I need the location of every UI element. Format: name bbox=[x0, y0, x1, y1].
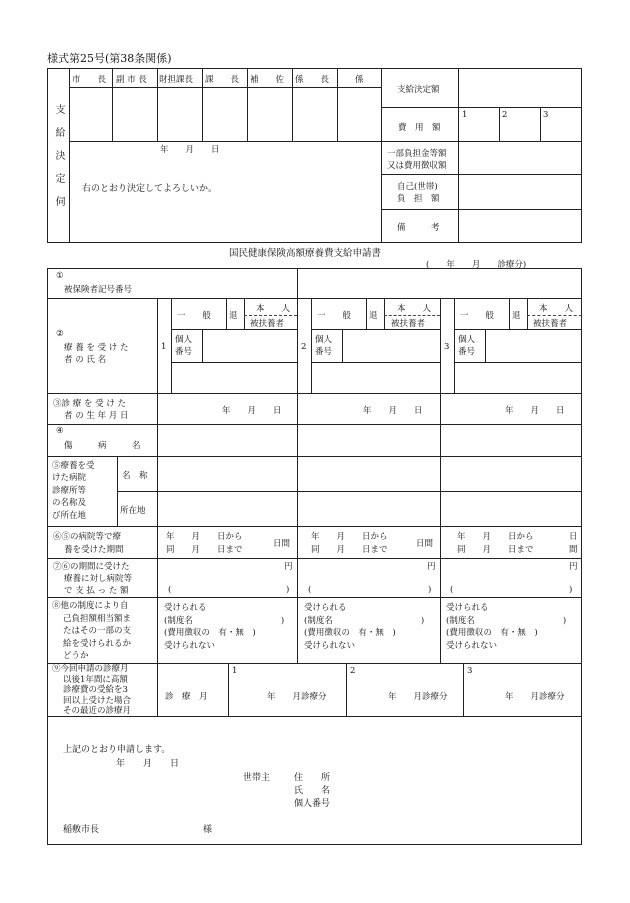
personal-number-label: 個人番号 bbox=[294, 799, 331, 809]
hospital-address-label: 所在地 bbox=[120, 506, 146, 516]
apply-statement: 上記のとおり申請します。 bbox=[63, 745, 171, 755]
remarks-label: 備 考 bbox=[397, 223, 440, 233]
paid-3-close: ) bbox=[569, 585, 573, 595]
hospital-name-label: 名 称 bbox=[122, 471, 148, 481]
birthdate-3: 年 月 日 bbox=[505, 406, 565, 416]
role-mayor: 市 長 bbox=[72, 75, 107, 85]
person-3-kojin-2: 番号 bbox=[458, 347, 476, 357]
person-1-ippan: 一 般 bbox=[177, 311, 212, 321]
period-1-from: 年 月 日から bbox=[166, 532, 243, 542]
person-2-num: 2 bbox=[301, 342, 307, 352]
recent-1-num: 1 bbox=[232, 666, 238, 676]
name-label: 氏 名 bbox=[294, 786, 331, 796]
person-3-kojin-1: 個人 bbox=[458, 335, 476, 345]
apply-date: 年 月 日 bbox=[116, 759, 180, 769]
patient-name-label-1: 療 養 を 受 け た bbox=[64, 343, 129, 353]
recent-month-header: 診 療 月 bbox=[165, 692, 208, 702]
period-3-days-2: 間 bbox=[569, 545, 578, 555]
role-assistant: 補 佐 bbox=[250, 75, 285, 85]
period-1-to: 同 月 日まで bbox=[166, 545, 243, 555]
cost-number-2: 2 bbox=[502, 110, 508, 120]
birthdate-2: 年 月 日 bbox=[363, 406, 423, 416]
period-1-days: 日間 bbox=[273, 539, 291, 549]
paid-1-open: ( bbox=[168, 585, 172, 595]
person-1-num: 1 bbox=[161, 342, 167, 352]
role-vice-mayor: 副 市 長 bbox=[116, 75, 147, 85]
form-title: 国民健康保険高額療養費支給申請書 bbox=[229, 248, 382, 259]
paid-1-close: ) bbox=[286, 585, 290, 595]
self-label-2: 負 担 額 bbox=[397, 194, 440, 204]
cost-number-1: 1 bbox=[462, 110, 468, 120]
recent-3-value: 年 月診療分 bbox=[505, 692, 565, 702]
role-section-chief: 課 長 bbox=[205, 75, 240, 85]
person-2-tai: 退 bbox=[369, 311, 378, 321]
recent-3-num: 3 bbox=[467, 666, 473, 676]
paid-label-1: ⑦⑥の期間に受けた bbox=[53, 562, 130, 572]
period-3-days-1: 日 bbox=[569, 532, 578, 542]
role-finance-chief: 財担課長 bbox=[159, 75, 194, 85]
period-3-from: 年 月 日から bbox=[457, 532, 534, 542]
approval-note: 右のとおり決定してよろしいか。 bbox=[82, 184, 218, 194]
recent-2-num: 2 bbox=[350, 666, 356, 676]
person-1-honnin: 本 人 bbox=[256, 304, 291, 314]
birthdate-1: 年 月 日 bbox=[222, 406, 282, 416]
patient-name-label-2: 者 の 氏 名 bbox=[64, 355, 107, 365]
other-system-2: 受けられる (制度名 ) (費用徴収の 有・無 ) 受けられない bbox=[304, 603, 425, 651]
address-label: 住 所 bbox=[294, 773, 331, 783]
r1-num: ① bbox=[56, 271, 64, 281]
other-system-3: 受けられる (制度名 ) (費用徴収の 有・無 ) 受けられない bbox=[446, 603, 567, 651]
person-1-kojin-2: 番号 bbox=[175, 347, 193, 357]
recent-1-value: 年 月診療分 bbox=[267, 692, 327, 702]
period-label-2: 養を受けた期間 bbox=[64, 545, 124, 555]
approval-side-label: 支給決定伺 bbox=[53, 104, 64, 219]
other-system-1: 受けられる (制度名 ) (費用徴収の 有・無 ) 受けられない bbox=[164, 603, 285, 651]
person-1-tai: 退 bbox=[229, 311, 238, 321]
r4-num: ④ bbox=[56, 426, 64, 436]
person-3-ippan: 一 般 bbox=[460, 311, 495, 321]
self-label-1: 自己(世帯) bbox=[397, 182, 438, 192]
paid-2-open: ( bbox=[308, 585, 312, 595]
paid-1-yen: 円 bbox=[284, 562, 293, 572]
cost-number-3: 3 bbox=[543, 110, 549, 120]
period-2-to: 同 月 日まで bbox=[311, 545, 388, 555]
person-2-kojin-2: 番号 bbox=[315, 347, 333, 357]
paid-label-2: 療養に対し病院等 bbox=[64, 574, 133, 584]
role-staff: 係 bbox=[355, 75, 364, 85]
recent-month-label: ⑨今回申請の診療月 以後1年間に高額 診療費の受給を3 回以上受けた場合 その最近の診療月 bbox=[52, 664, 132, 716]
honorific: 様 bbox=[203, 825, 213, 835]
person-1-kojin-1: 個人 bbox=[175, 335, 193, 345]
period-2-from: 年 月 日から bbox=[311, 532, 388, 542]
person-2-kojin-1: 個人 bbox=[315, 335, 333, 345]
period-label-1: ⑥⑤の病院等で療 bbox=[53, 532, 122, 542]
paid-label-3: で 支 払 っ た 額 bbox=[64, 586, 129, 596]
person-2-honnin: 本 人 bbox=[397, 304, 432, 314]
person-3-honnin: 本 人 bbox=[539, 304, 574, 314]
insured-number-label: 被保険者記号番号 bbox=[64, 285, 133, 295]
birthdate-label-2: 者 の 生 年 月 日 bbox=[64, 411, 129, 421]
paid-3-yen: 円 bbox=[569, 562, 578, 572]
birthdate-label-1: ③診 療 を 受 け た bbox=[53, 399, 127, 409]
period-2-days: 日間 bbox=[416, 539, 434, 549]
partial-label-1: 一部負担金等額 bbox=[387, 149, 447, 159]
disease-label: 傷 病 名 bbox=[64, 441, 141, 451]
householder-label: 世帯主 bbox=[243, 773, 271, 783]
other-system-label: ⑧他の制度により自 己負担額相当額ま たはその一部の支 給を受けられるか どうか bbox=[52, 601, 132, 661]
partial-label-2: 又は費用徴収額 bbox=[387, 161, 447, 171]
person-3-hifuyou: 被扶養者 bbox=[533, 319, 568, 329]
paid-3-open: ( bbox=[450, 585, 454, 595]
period-label: ( 年 月 診療分) bbox=[426, 260, 527, 270]
r2-num: ② bbox=[56, 329, 64, 339]
paid-2-yen: 円 bbox=[427, 562, 436, 572]
recent-2-value: 年 月診療分 bbox=[388, 692, 448, 702]
person-1-hifuyou: 被扶養者 bbox=[250, 319, 285, 329]
paid-2-close: ) bbox=[428, 585, 432, 595]
cost-amount-label: 費 用 額 bbox=[398, 123, 441, 133]
role-unit-chief: 係 長 bbox=[295, 75, 330, 85]
person-3-num: 3 bbox=[444, 342, 450, 352]
hospital-label: ⑤療養を受 けた病院 診療所等 の名称及 び所在地 bbox=[52, 461, 95, 521]
period-3-to: 同 月 日まで bbox=[457, 545, 534, 555]
amount-decided-label: 支給決定額 bbox=[397, 85, 440, 95]
approval-date: 年 月 日 bbox=[160, 145, 220, 155]
person-3-tai: 退 bbox=[512, 311, 521, 321]
mayor-address: 稲敷市長 bbox=[63, 825, 100, 835]
person-2-ippan: 一 般 bbox=[317, 311, 352, 321]
form-number: 様式第25号(第38条関係) bbox=[47, 52, 172, 65]
person-2-hifuyou: 被扶養者 bbox=[391, 319, 426, 329]
